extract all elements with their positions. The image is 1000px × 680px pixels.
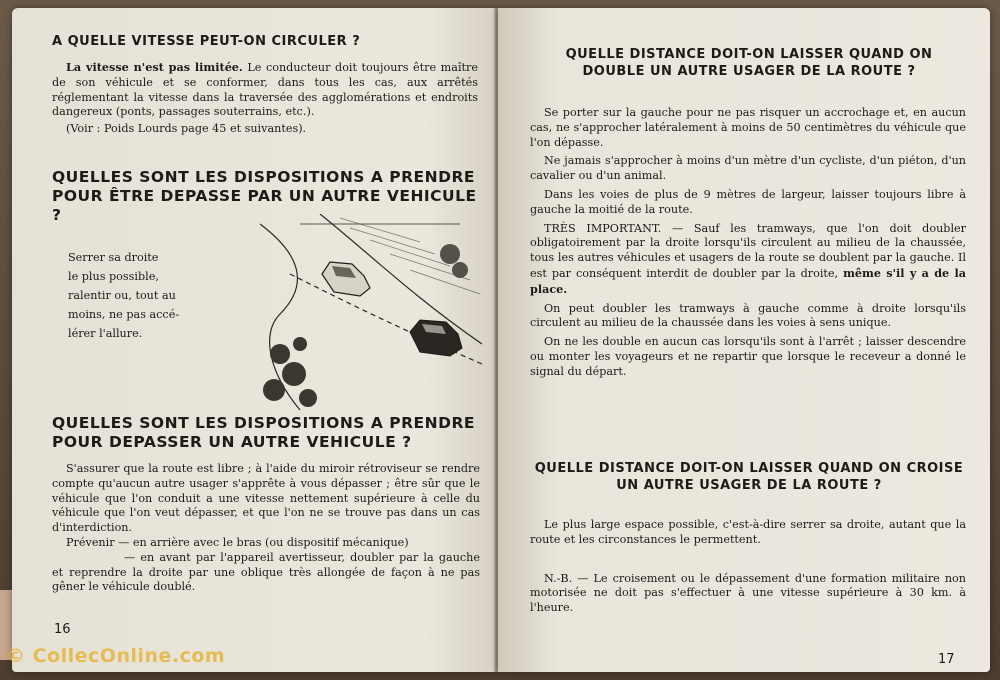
section-croiser-body — [530, 518, 966, 616]
paragraph — [530, 222, 966, 298]
text-line: Serrer sa droite — [68, 251, 159, 264]
section-depasser-body — [52, 462, 480, 595]
section-title-etre-depasse: QUELLES SONT LES DISPOSITIONS A PRENDRE POUR ÊTRE DEPASSE PAR UN AUTRE VEHICULE ? — [52, 168, 477, 224]
bold-emphasis: même s'il y a de la place. — [530, 265, 966, 296]
paragraph: On ne les double en aucun cas lorsqu'ils sont à l'arrêt ; laisser descendre ou monter les voyageurs et ne repartir que lorsque le receveur a donné le signal du départ. — [530, 335, 966, 378]
paragraph-text: Le conducteur doit toujours être maître de son véhicule et se conformer, dans tous les cas, aux arrêtés réglementant la vitesse dans la traversée des agglomérations et endroits dangereux (ponts, passages souterrains, etc.). — [52, 61, 478, 119]
paragraph: On peut doubler les tramways à gauche comme à droite lorsqu'ils circulent au milieu de la chaussée dans les voies à sens unique. — [530, 301, 966, 330]
text-line: le plus possible, — [68, 270, 159, 283]
text-line: ralentir ou, tout au — [68, 289, 176, 302]
paragraph: Se porter sur la gauche pour ne pas risquer un accrochage et, en aucun cas, ne s'approcher latéralement à moins de 50 centimètres du véhicule que l'on dépasse. — [530, 106, 966, 149]
section-vitesse-body — [52, 60, 478, 137]
text-line: moins, ne pas accé- — [68, 308, 180, 321]
note: (Voir : Poids Lourds page 45 et suivantes). — [66, 122, 307, 136]
page-number: 17 — [938, 652, 955, 667]
road-overtaking-cars-illustration — [260, 214, 482, 410]
car-bottom — [410, 320, 462, 356]
nb-paragraph: N.-B. — Le croisement ou le dépassement d'une formation militaire non motorisée ne doit pas s'effectuer à une vitesse supérieure à 30 km. à l'heure. — [530, 571, 966, 615]
section-doubler-body — [530, 106, 966, 380]
paragraph: Ne jamais s'approcher à moins d'un mètre d'un cycliste, d'un piéton, d'un cavalier ou d'un animal. — [530, 154, 966, 183]
section-title-depasser: QUELLES SONT LES DISPOSITIONS A PRENDRE POUR DEPASSER UN AUTRE VEHICULE ? — [52, 414, 476, 451]
page-number: 16 — [54, 622, 71, 637]
section-title-doubler: QUELLE DISTANCE DOIT-ON LAISSER QUAND ON DOUBLE UN AUTRE USAGER DE LA ROUTE ? — [565, 47, 933, 79]
left-page — [12, 8, 496, 672]
paragraph: Le plus large espace possible, c'est-à-dire serrer sa droite, autant que la route et les circonstances le permettent. — [530, 518, 966, 546]
paragraph — [52, 60, 478, 120]
section-title-vitesse: A QUELLE VITESSE PEUT-ON CIRCULER ? — [52, 34, 361, 49]
paragraph-text: TRÈS IMPORTANT. — Sauf les tramways, que l'on doit doubler obligatoirement par la droite lorsqu'ils circulent au milieu de la chaussée, tous les autres véhicules et usagers de la route se doublent par la gauche. Il est par conséquent interdit de doubler par la droite, — [530, 221, 966, 280]
watermark: © CollecOnline.com — [6, 645, 226, 667]
paragraph: Dans les voies de plus de 9 mètres de largeur, laisser toujours libre à gauche la moitié de la route. — [530, 187, 966, 216]
paragraph: S'assurer que la route est libre ; à l'aide du miroir rétroviseur se rendre compte qu'aucun autre usager s'apprête à vous dépasser ; être sûr que le véhicule que l'on conduit a une vitesse nettement supérieure à celle du véhicule que l'on veut dépasser, et que l'on ne se trouve pas dans un cas d'interdiction. — [52, 462, 480, 535]
section-title-croiser: QUELLE DISTANCE DOIT-ON LAISSER QUAND ON CROISE UN AUTRE USAGER DE LA ROUTE ? — [534, 461, 964, 493]
paragraph: — en avant par l'appareil avertisseur, doubler par la gauche et reprendre la droite par une oblique très allongée de façon à ne pas gêner le véhicule doublé. — [52, 550, 480, 594]
lead-bold: La vitesse n'est pas limitée. — [66, 60, 243, 74]
text-line: lérer l'allure. — [68, 327, 143, 340]
car-top — [322, 262, 370, 296]
paragraph: Prévenir — en arrière avec le bras (ou dispositif mécanique) — [66, 535, 409, 549]
section-etre-depasse-body — [68, 248, 200, 343]
right-page — [498, 8, 990, 672]
